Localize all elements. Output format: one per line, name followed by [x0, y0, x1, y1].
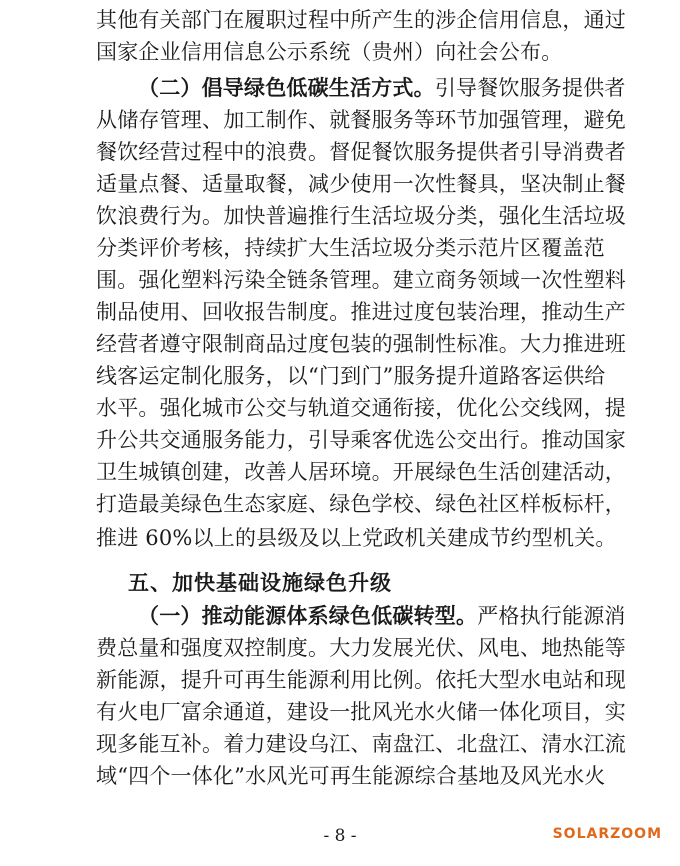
page-number: - 8 -: [323, 826, 357, 846]
text-line: 饮浪费行为。加快普遍推行生活垃圾分类，强化生活垃圾: [96, 204, 626, 228]
text-line: 线客运定制化服务，以“门到门”服务提升道路客运供给: [96, 364, 606, 388]
text-line: 有火电厂富余通道，建设一批风光水火储一体化项目，实: [96, 700, 626, 724]
text-line: 国家企业信用信息公示系统（贵州）向社会公布。: [96, 40, 563, 64]
paragraph-text: 引导餐饮服务提供者: [434, 76, 626, 100]
text-line: 打造最美绿色生态家庭、绿色学校、绿色社区样板标杆，: [96, 492, 626, 516]
watermark: SOLARZOOM: [552, 826, 662, 842]
text-line: 其他有关部门在履职过程中所产生的涉企信用信息，通过: [96, 8, 626, 32]
paragraph-text: 严格执行能源消: [477, 604, 626, 628]
text-line: 现多能互补。着力建设乌江、南盘江、北盘江、清水江流: [96, 732, 626, 756]
text-line: 经营者遵守限制商品过度包装的强制性标准。大力推进班: [96, 332, 626, 356]
text-line: 餐饮经营过程中的浪费。督促餐饮服务提供者引导消费者: [96, 140, 626, 164]
text-line: 卫生城镇创建，改善人居环境。开展绿色生活创建活动，: [96, 460, 626, 484]
text-line: 推进 60%以上的县级及以上党政机关建成节约型机关。: [96, 526, 617, 550]
paragraph-first-line: [138, 600, 626, 632]
text-line: 域“四个一体化”水风光可再生能源综合基地及风光水火: [96, 764, 606, 788]
text-line: 费总量和强度双控制度。大力发展光伏、风电、地热能等: [96, 636, 626, 660]
text-line: 分类评价考核，持续扩大生活垃圾分类示范片区覆盖范: [96, 236, 605, 260]
text-line: 制品使用、回收报告制度。推进过度包装治理，推动生产: [96, 300, 626, 324]
text-line: 围。强化塑料污染全链条管理。建立商务领域一次性塑料: [96, 268, 626, 292]
text-line: 从储存管理、加工制作、就餐服务等环节加强管理，避免: [96, 108, 626, 132]
text-line: 适量点餐、适量取餐，减少使用一次性餐具，坚决制止餐: [96, 172, 626, 196]
text-line: 新能源，提升可再生能源利用比例。依托大型水电站和现: [96, 668, 626, 692]
text-line: 水平。强化城市公交与轨道交通衔接，优化公交线网，提: [96, 396, 626, 420]
paragraph-heading: （一）推动能源体系绿色低碳转型。: [138, 603, 478, 628]
section-heading: 五、加快基础设施绿色升级: [128, 571, 392, 595]
paragraph-heading: （二）倡导绿色低碳生活方式。: [138, 75, 435, 100]
paragraph-first-line: [138, 72, 626, 104]
text-line: 升公共交通服务能力，引导乘客优选公交出行。推动国家: [96, 428, 626, 452]
